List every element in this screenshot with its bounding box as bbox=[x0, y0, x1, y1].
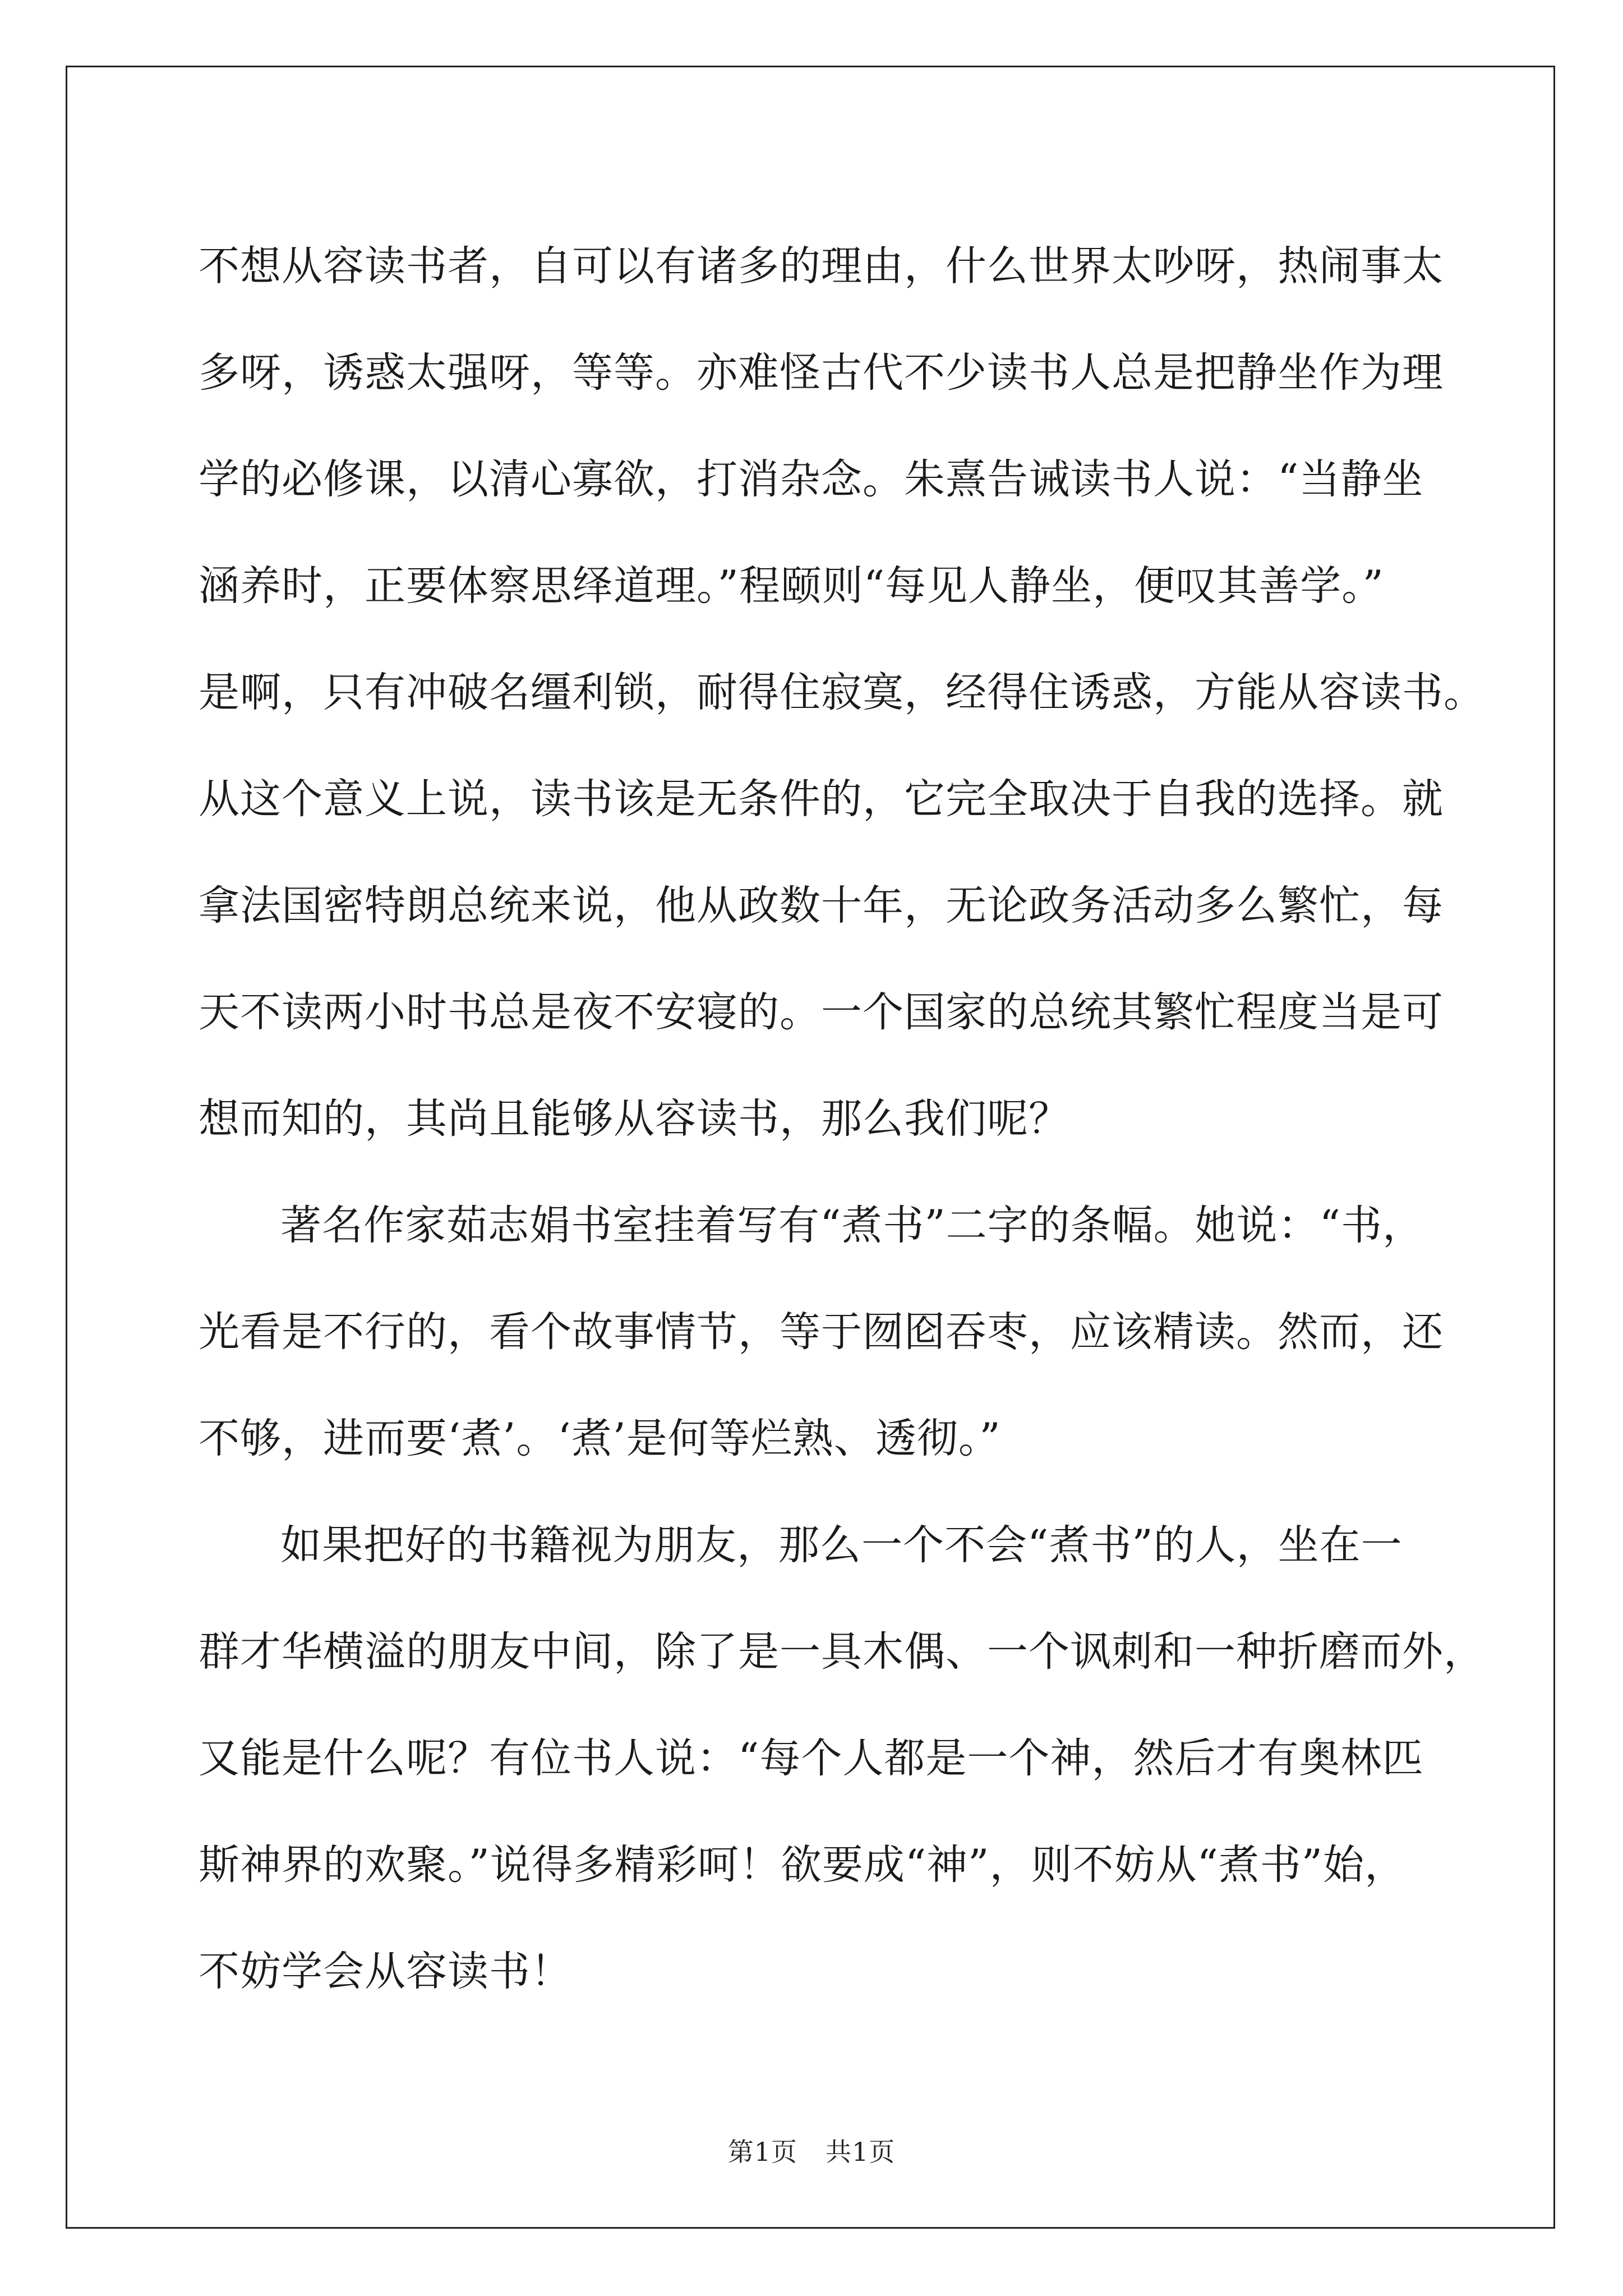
text-line: 群才华横溢的朋友中间，除了是一具木偶、一个讽刺和一种折磨而外， bbox=[199, 1628, 1485, 1676]
text-line: 又能是什么呢？有位书人说：“每个人都是一个神，然后才有奥林匹 bbox=[199, 1734, 1424, 1782]
text-line: 想而知的，其尚且能够从容读书，那么我们呢？ bbox=[199, 1095, 1070, 1143]
text-line: 著名作家茹志娟书室挂着写有“煮书”二字的条幅。她说：“书， bbox=[280, 1202, 1424, 1249]
paragraph-3 bbox=[199, 1492, 1485, 2025]
text-line: 天不读两小时书总是夜不安寝的。一个国家的总统其繁忙程度当是可 bbox=[199, 988, 1444, 1036]
document-body bbox=[199, 213, 1485, 2025]
text-line: 不想从容读书者，自可以有诸多的理由，什么世界太吵呀，热闹事太 bbox=[199, 242, 1444, 290]
page-footer bbox=[0, 2132, 1623, 2169]
text-line: 不够，进而要‘煮’。‘煮’是何等烂熟、透彻。” bbox=[199, 1415, 1001, 1462]
text-line: 不妨学会从容读书！ bbox=[199, 1948, 572, 1995]
text-line: 拿法国密特朗总统来说，他从政数十年，无论政务活动多么繁忙，每 bbox=[199, 882, 1444, 930]
page-number-current: 第1页 bbox=[727, 2137, 797, 2167]
paragraph-2 bbox=[199, 1172, 1444, 1492]
text-line: 斯神界的欢聚。”说得多精彩呵！欲要成“神”，则不妨从“煮书”始， bbox=[199, 1841, 1407, 1889]
text-line: 学的必修课，以清心寡欲，打消杂念。朱熹告诫读书人说：“当静坐 bbox=[199, 455, 1424, 503]
page-number-total: 共1页 bbox=[826, 2137, 896, 2167]
text-line: 涵养时，正要体察思绎道理。”程颐则“每见人静坐，便叹其善学。” bbox=[199, 562, 1384, 610]
text-line: 光看是不行的，看个故事情节，等于囫囵吞枣，应该精读。然而，还 bbox=[199, 1308, 1444, 1356]
text-line: 如果把好的书籍视为朋友，那么一个不会“煮书”的人，坐在一 bbox=[280, 1521, 1403, 1569]
paragraph-1 bbox=[199, 213, 1485, 1172]
text-line: 多呀，诱惑太强呀，等等。亦难怪古代不少读书人总是把静坐作为理 bbox=[199, 349, 1444, 397]
text-line: 是啊，只有冲破名缰利锁，耐得住寂寞，经得住诱惑，方能从容读书。 bbox=[199, 669, 1485, 716]
text-line: 从这个意义上说，读书该是无条件的，它完全取决于自我的选择。就 bbox=[199, 775, 1444, 823]
